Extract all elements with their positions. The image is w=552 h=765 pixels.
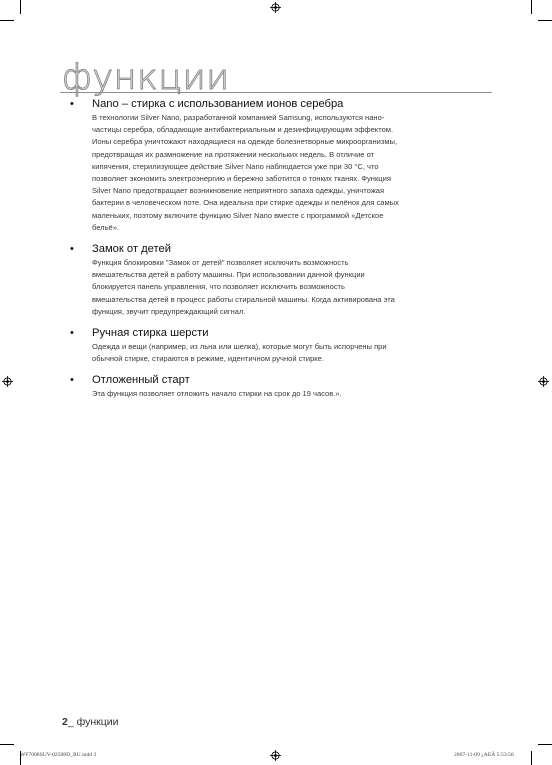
section-text: В технологии Silver Nano, разработанной компанией Samsung, используются нано- частицы серебра, обладающие антибактериальным и дезинфицирующим эффектом. Ионы серебра уничтожают находящиеся на одежде болезнетворные микроорганизмы, предотвращая их размножение на протяжении нескольких недель. В отличие от кипячения, стерилизующее действие Silver Nano наблюдается уже при 30 °C, что позволяет экономить электроэнергию и бережно заботится о тонких тканях. Функция Silver Nano предотвращает возникновение неприятного запаха одежды, уничтожая бактерии в человеческом поте. Она идеальна при стирке одежды и пелёнок для самых маленьких, поэтому включите функцию Silver Nano вместе с программой «Детское бельё».: [92, 113, 399, 232]
crop-mark: [538, 20, 552, 21]
section-text: Одежда и вещи (например, из льна или шелка), которые могут быть испорчены при обычной стирке, стираются в режиме, идентичном ручной стирке.: [92, 342, 387, 364]
page-title: функции: [62, 58, 230, 98]
section-hand-wash-wool: [70, 326, 487, 365]
footer-label: функции: [76, 716, 119, 728]
registration-mark-icon: [2, 376, 13, 387]
bullet-icon: •: [70, 327, 74, 340]
print-slug-file: WF7008SUV-02508D_RU.indd 2: [20, 752, 97, 758]
page-footer: [62, 716, 119, 728]
registration-mark-icon: [270, 750, 281, 761]
section-delay-start: [70, 373, 487, 400]
content: [70, 97, 487, 409]
heading-text: Nano – стирка с использованием ионов серебра: [92, 98, 344, 110]
heading-text: Замок от детей: [92, 243, 171, 256]
section-heading: [64, 373, 487, 387]
section-text: Эта функция позволяет отложить начало стирки на срок до 19 часов.».: [92, 389, 342, 399]
page-number: 2: [62, 716, 68, 728]
section-text: Функция блокировки "Замок от детей" позволяет исключить возможность вмешательства детей в работу машины. При использовании данной функции блокируется панель управления, что позволяет исключить возможность вмешательства детей в процесс работы стиральной машины. Когда активирована эта функция, звучит предупреждающий сигнал.: [92, 258, 395, 316]
registration-mark-icon: [270, 2, 281, 13]
bullet-icon: •: [70, 374, 74, 387]
heading-text: Ручная стирка шерсти: [92, 327, 209, 340]
crop-mark: [0, 20, 14, 21]
section-nano: [70, 97, 487, 234]
section-heading: [64, 97, 487, 111]
bullet-icon: •: [70, 98, 74, 110]
crop-mark: [531, 0, 532, 14]
bullet-icon: •: [70, 243, 74, 256]
section-heading: [64, 242, 487, 256]
crop-mark: [531, 751, 532, 765]
crop-mark: [20, 0, 21, 14]
crop-mark: [0, 744, 14, 745]
registration-mark-icon: [538, 376, 549, 387]
print-slug-date: 2007-11-09 ¿AEÄ 5:53:56: [454, 752, 514, 758]
heading-text: Отложенный старт: [92, 374, 190, 387]
crop-mark: [538, 744, 552, 745]
title-divider: [60, 92, 492, 93]
section-heading: [64, 326, 487, 340]
footer-separator: _: [67, 716, 74, 728]
section-child-lock: [70, 242, 487, 318]
